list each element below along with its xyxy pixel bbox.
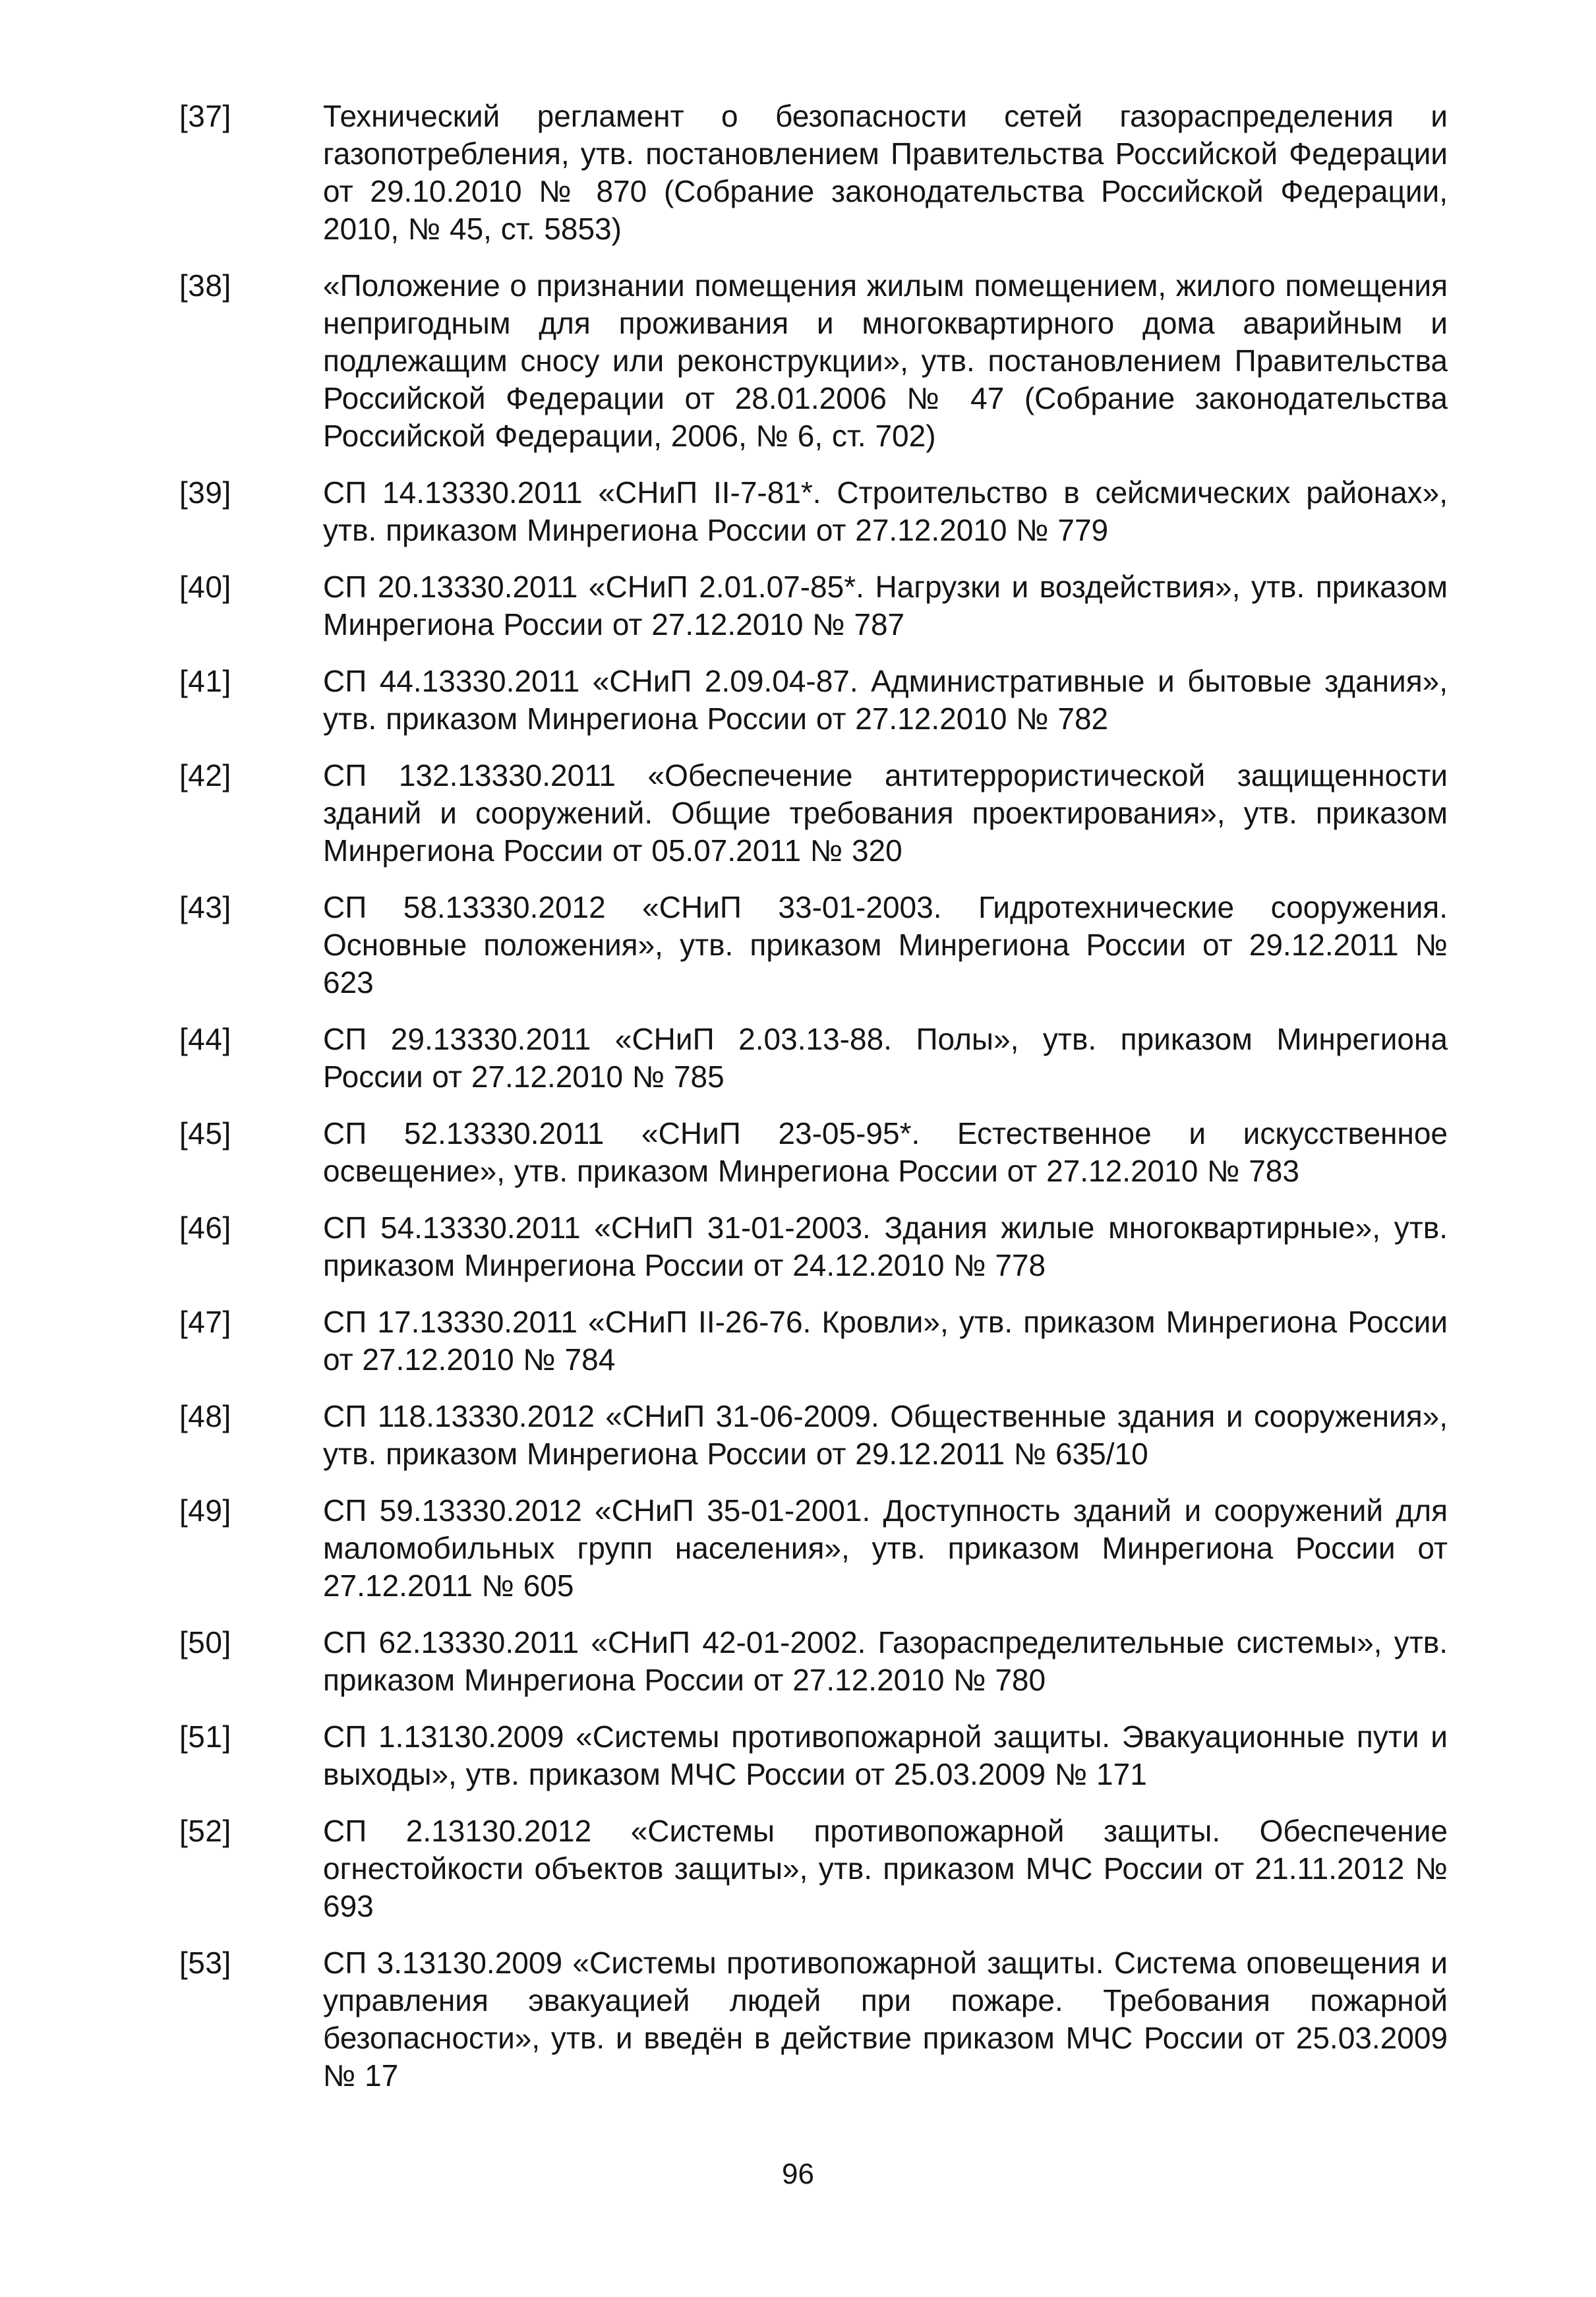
reference-number: [38]	[179, 268, 231, 303]
reference-text: СП 29.13330.2011 «СНиП 2.03.13-88. Полы», утв. приказом Минрегиона России от 27.12.2010 № 785	[323, 1022, 1448, 1094]
reference-number: [40]	[179, 570, 231, 604]
reference-item	[179, 757, 1448, 870]
reference-text: СП 118.13330.2012 «СНиП 31-06-2009. Общественные здания и сооружения», утв. приказом Минрегиона России от 29.12.2011 № 635/10	[323, 1399, 1448, 1471]
page-number: 96	[782, 2158, 814, 2190]
reference-text: СП 14.13330.2011 «СНиП II-7-81*. Строительство в сейсмических районах», утв. приказом Минрегиона России от 27.12.2010 № 779	[323, 475, 1448, 547]
reference-number: [44]	[179, 1022, 231, 1056]
reference-text: СП 1.13130.2009 «Системы противопожарной защиты. Эвакуационные пути и выходы», утв. приказом МЧС России от 25.03.2009 № 171	[323, 1719, 1448, 1791]
reference-text: «Положение о признании помещения жилым помещением, жилого помещения непригодным для проживания и многоквартирного дома аварийным и подлежащим сносу или реконструкции», утв. постановлением Правительства Российской Федерации от 28.01.2006 № 47 (Собрание законодательства Российской Федерации, 2006, № 6, ст. 702)	[323, 268, 1448, 453]
reference-item	[179, 1303, 1448, 1379]
reference-number: [53]	[179, 1946, 231, 1980]
reference-item	[179, 267, 1448, 455]
reference-text: СП 44.13330.2011 «СНиП 2.09.04-87. Административные и бытовые здания», утв. приказом Минрегиона России от 27.12.2010 № 782	[323, 664, 1448, 736]
reference-item	[179, 663, 1448, 738]
reference-text: СП 132.13330.2011 «Обеспечение антитеррористической защищенности зданий и сооружений. Общие требования проектирования», утв. приказом Минрегиона России от 05.07.2011 № 320	[323, 758, 1448, 868]
reference-text: СП 59.13330.2012 «СНиП 35-01-2001. Доступность зданий и сооружений для маломобильных групп населения», утв. приказом Минрегиона России от 27.12.2011 № 605	[323, 1493, 1448, 1603]
reference-text: СП 52.13330.2011 «СНиП 23-05-95*. Естественное и искусственное освещение», утв. приказом Минрегиона России от 27.12.2010 № 783	[323, 1116, 1448, 1188]
reference-item	[179, 1492, 1448, 1605]
reference-number: [43]	[179, 890, 231, 924]
reference-text: СП 3.13130.2009 «Системы противопожарной защиты. Система оповещения и управления эвакуацией людей при пожаре. Требования пожарной безопасности», утв. и введён в действие приказом МЧС России от 25.03.2009 № 17	[323, 1946, 1448, 2093]
reference-text: СП 58.13330.2012 «СНиП 33-01-2003. Гидротехнические сооружения. Основные положения», утв. приказом Минрегиона России от 29.12.2011 № 623	[323, 890, 1448, 999]
reference-number: [51]	[179, 1719, 231, 1754]
reference-number: [52]	[179, 1814, 231, 1848]
reference-item	[179, 98, 1448, 248]
reference-number: [45]	[179, 1116, 231, 1150]
reference-item	[179, 1718, 1448, 1793]
reference-number: [46]	[179, 1210, 231, 1245]
reference-item	[179, 1209, 1448, 1284]
reference-number: [50]	[179, 1625, 231, 1659]
reference-text: СП 2.13130.2012 «Системы противопожарной защиты. Обеспечение огнестойкости объектов защиты», утв. приказом МЧС России от 21.11.2012 № 693	[323, 1814, 1448, 1923]
reference-number: [39]	[179, 475, 231, 510]
reference-number: [41]	[179, 664, 231, 698]
reference-number: [47]	[179, 1305, 231, 1339]
reference-item	[179, 568, 1448, 643]
reference-text: СП 20.13330.2011 «СНиП 2.01.07-85*. Нагрузки и воздействия», утв. приказом Минрегиона России от 27.12.2010 № 787	[323, 570, 1448, 641]
reference-text: СП 62.13330.2011 «СНиП 42-01-2002. Газораспределительные системы», утв. приказом Минрегиона России от 27.12.2010 № 780	[323, 1625, 1448, 1697]
reference-number: [48]	[179, 1399, 231, 1433]
reference-number: [37]	[179, 99, 231, 133]
reference-list	[179, 98, 1448, 2114]
reference-item	[179, 889, 1448, 1001]
reference-item	[179, 1021, 1448, 1096]
reference-text: СП 17.13330.2011 «СНиП II-26-76. Кровли», утв. приказом Минрегиона России от 27.12.2010 № 784	[323, 1305, 1448, 1377]
reference-item	[179, 1398, 1448, 1473]
reference-text: Технический регламент о безопасности сетей газораспределения и газопотребления, утв. постановлением Правительства Российской Федерации от 29.10.2010 № 870 (Собрание законодательства Российской Федерации, 2010, № 45, ст. 5853)	[323, 99, 1448, 246]
reference-number: [49]	[179, 1493, 231, 1528]
reference-number: [42]	[179, 758, 231, 792]
reference-text: СП 54.13330.2011 «СНиП 31-01-2003. Здания жилые многоквартирные», утв. приказом Минрегиона России от 24.12.2010 № 778	[323, 1210, 1448, 1282]
reference-item	[179, 1944, 1448, 2095]
reference-item	[179, 1115, 1448, 1190]
reference-item	[179, 1812, 1448, 1925]
reference-item	[179, 474, 1448, 549]
reference-item	[179, 1624, 1448, 1699]
